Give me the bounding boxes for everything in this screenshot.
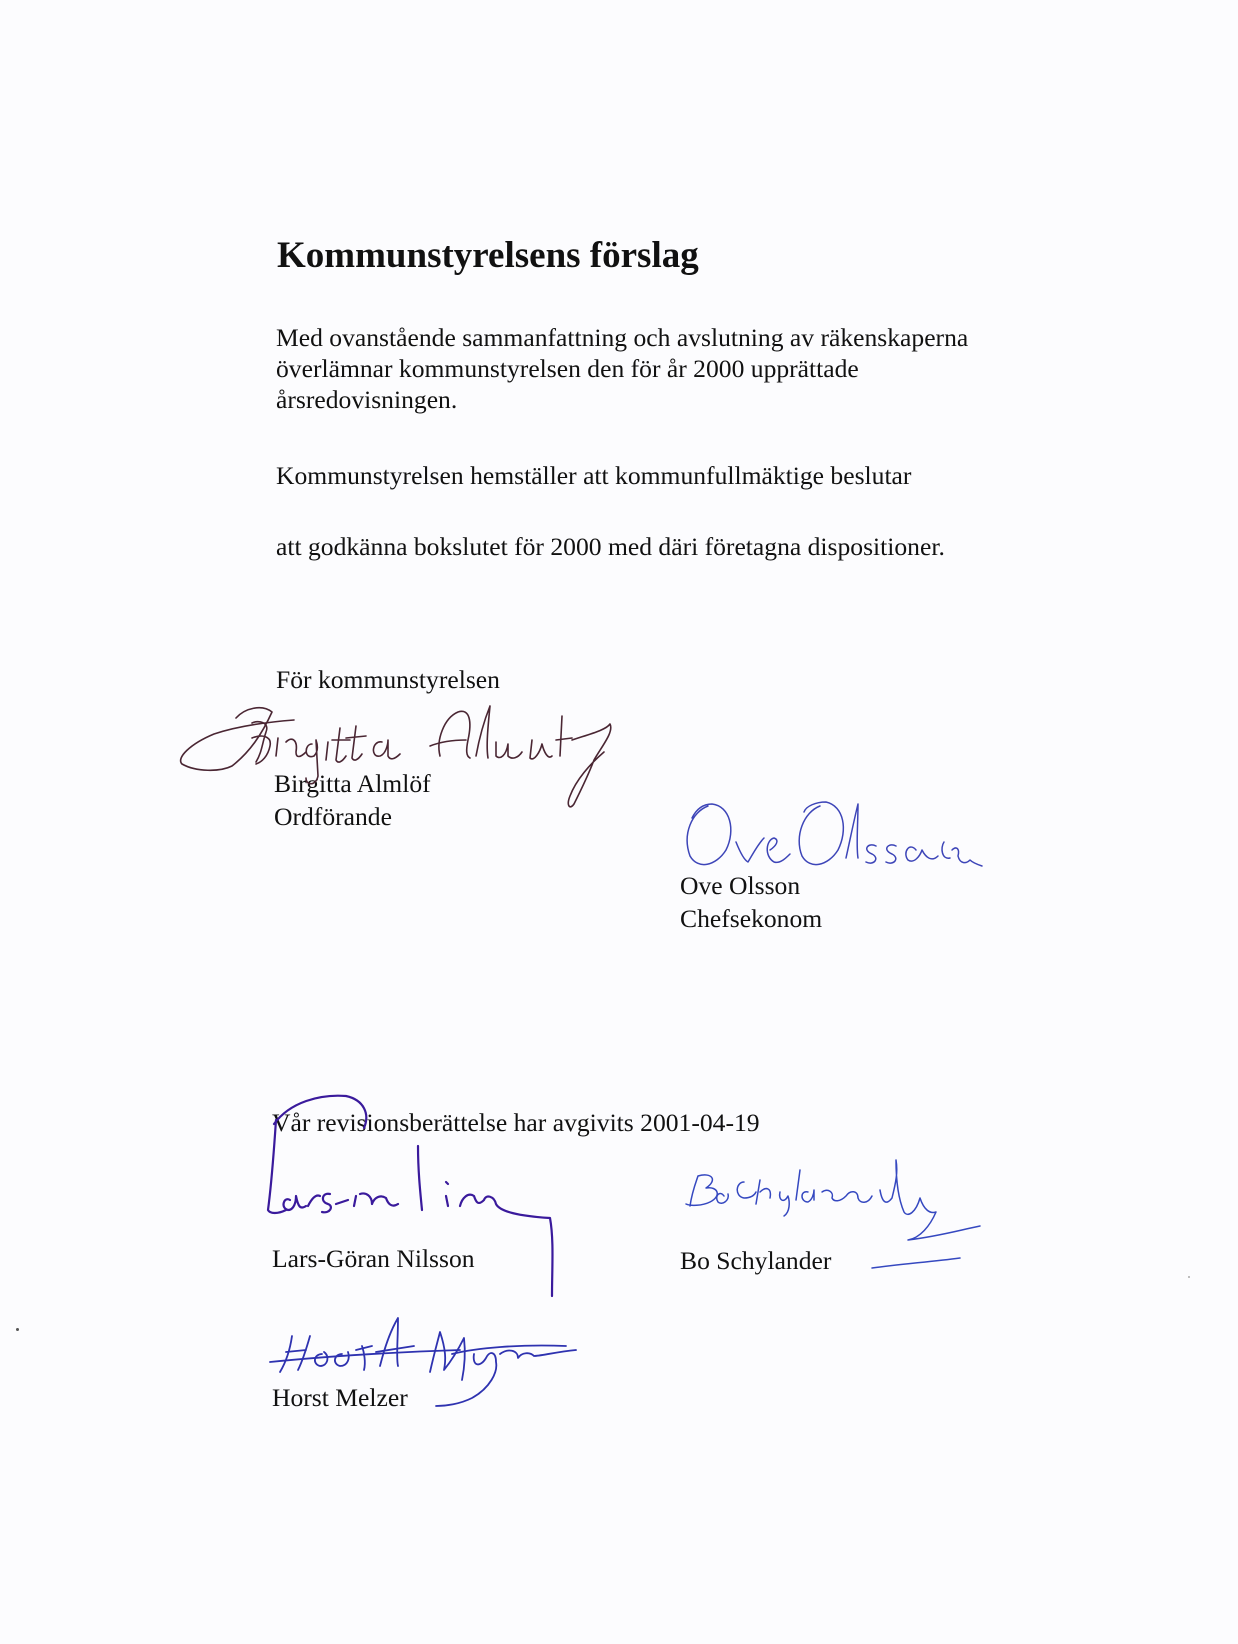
motion-paragraph: att godkänna bokslutet för 2000 med däri företagna dispositioner. — [276, 532, 945, 561]
signature-olsson — [687, 802, 982, 866]
request-paragraph: Kommunstyrelsen hemställer att kommunfullmäktige beslutar — [276, 461, 912, 490]
signatory-role-olsson: Chefsekonom — [680, 904, 823, 933]
auditor-name-melzer: Horst Melzer — [272, 1383, 408, 1412]
audit-statement: Vår revisionsberättelse har avgivits 2001-04-19 — [272, 1108, 760, 1137]
auditor-name-nilsson: Lars-Göran Nilsson — [272, 1244, 475, 1273]
board-heading: För kommunstyrelsen — [276, 665, 500, 694]
document-title: Kommunstyrelsens förslag — [277, 235, 699, 276]
paper-speck — [1188, 1276, 1190, 1278]
signatory-name-olsson: Ove Olsson — [680, 871, 801, 900]
intro-paragraph — [276, 322, 968, 415]
intro-line: överlämnar kommunstyrelsen den för år 2000 upprättade — [276, 354, 859, 383]
signatory-role-almlof: Ordförande — [274, 802, 392, 831]
intro-line: Med ovanstående sammanfattning och avslutning av räkenskaperna — [276, 323, 969, 352]
paper-speck — [16, 1328, 19, 1331]
signatory-name-almlof: Birgitta Almlöf — [274, 769, 431, 798]
auditor-name-schylander: Bo Schylander — [680, 1246, 832, 1275]
intro-line: årsredovisningen. — [276, 385, 458, 414]
